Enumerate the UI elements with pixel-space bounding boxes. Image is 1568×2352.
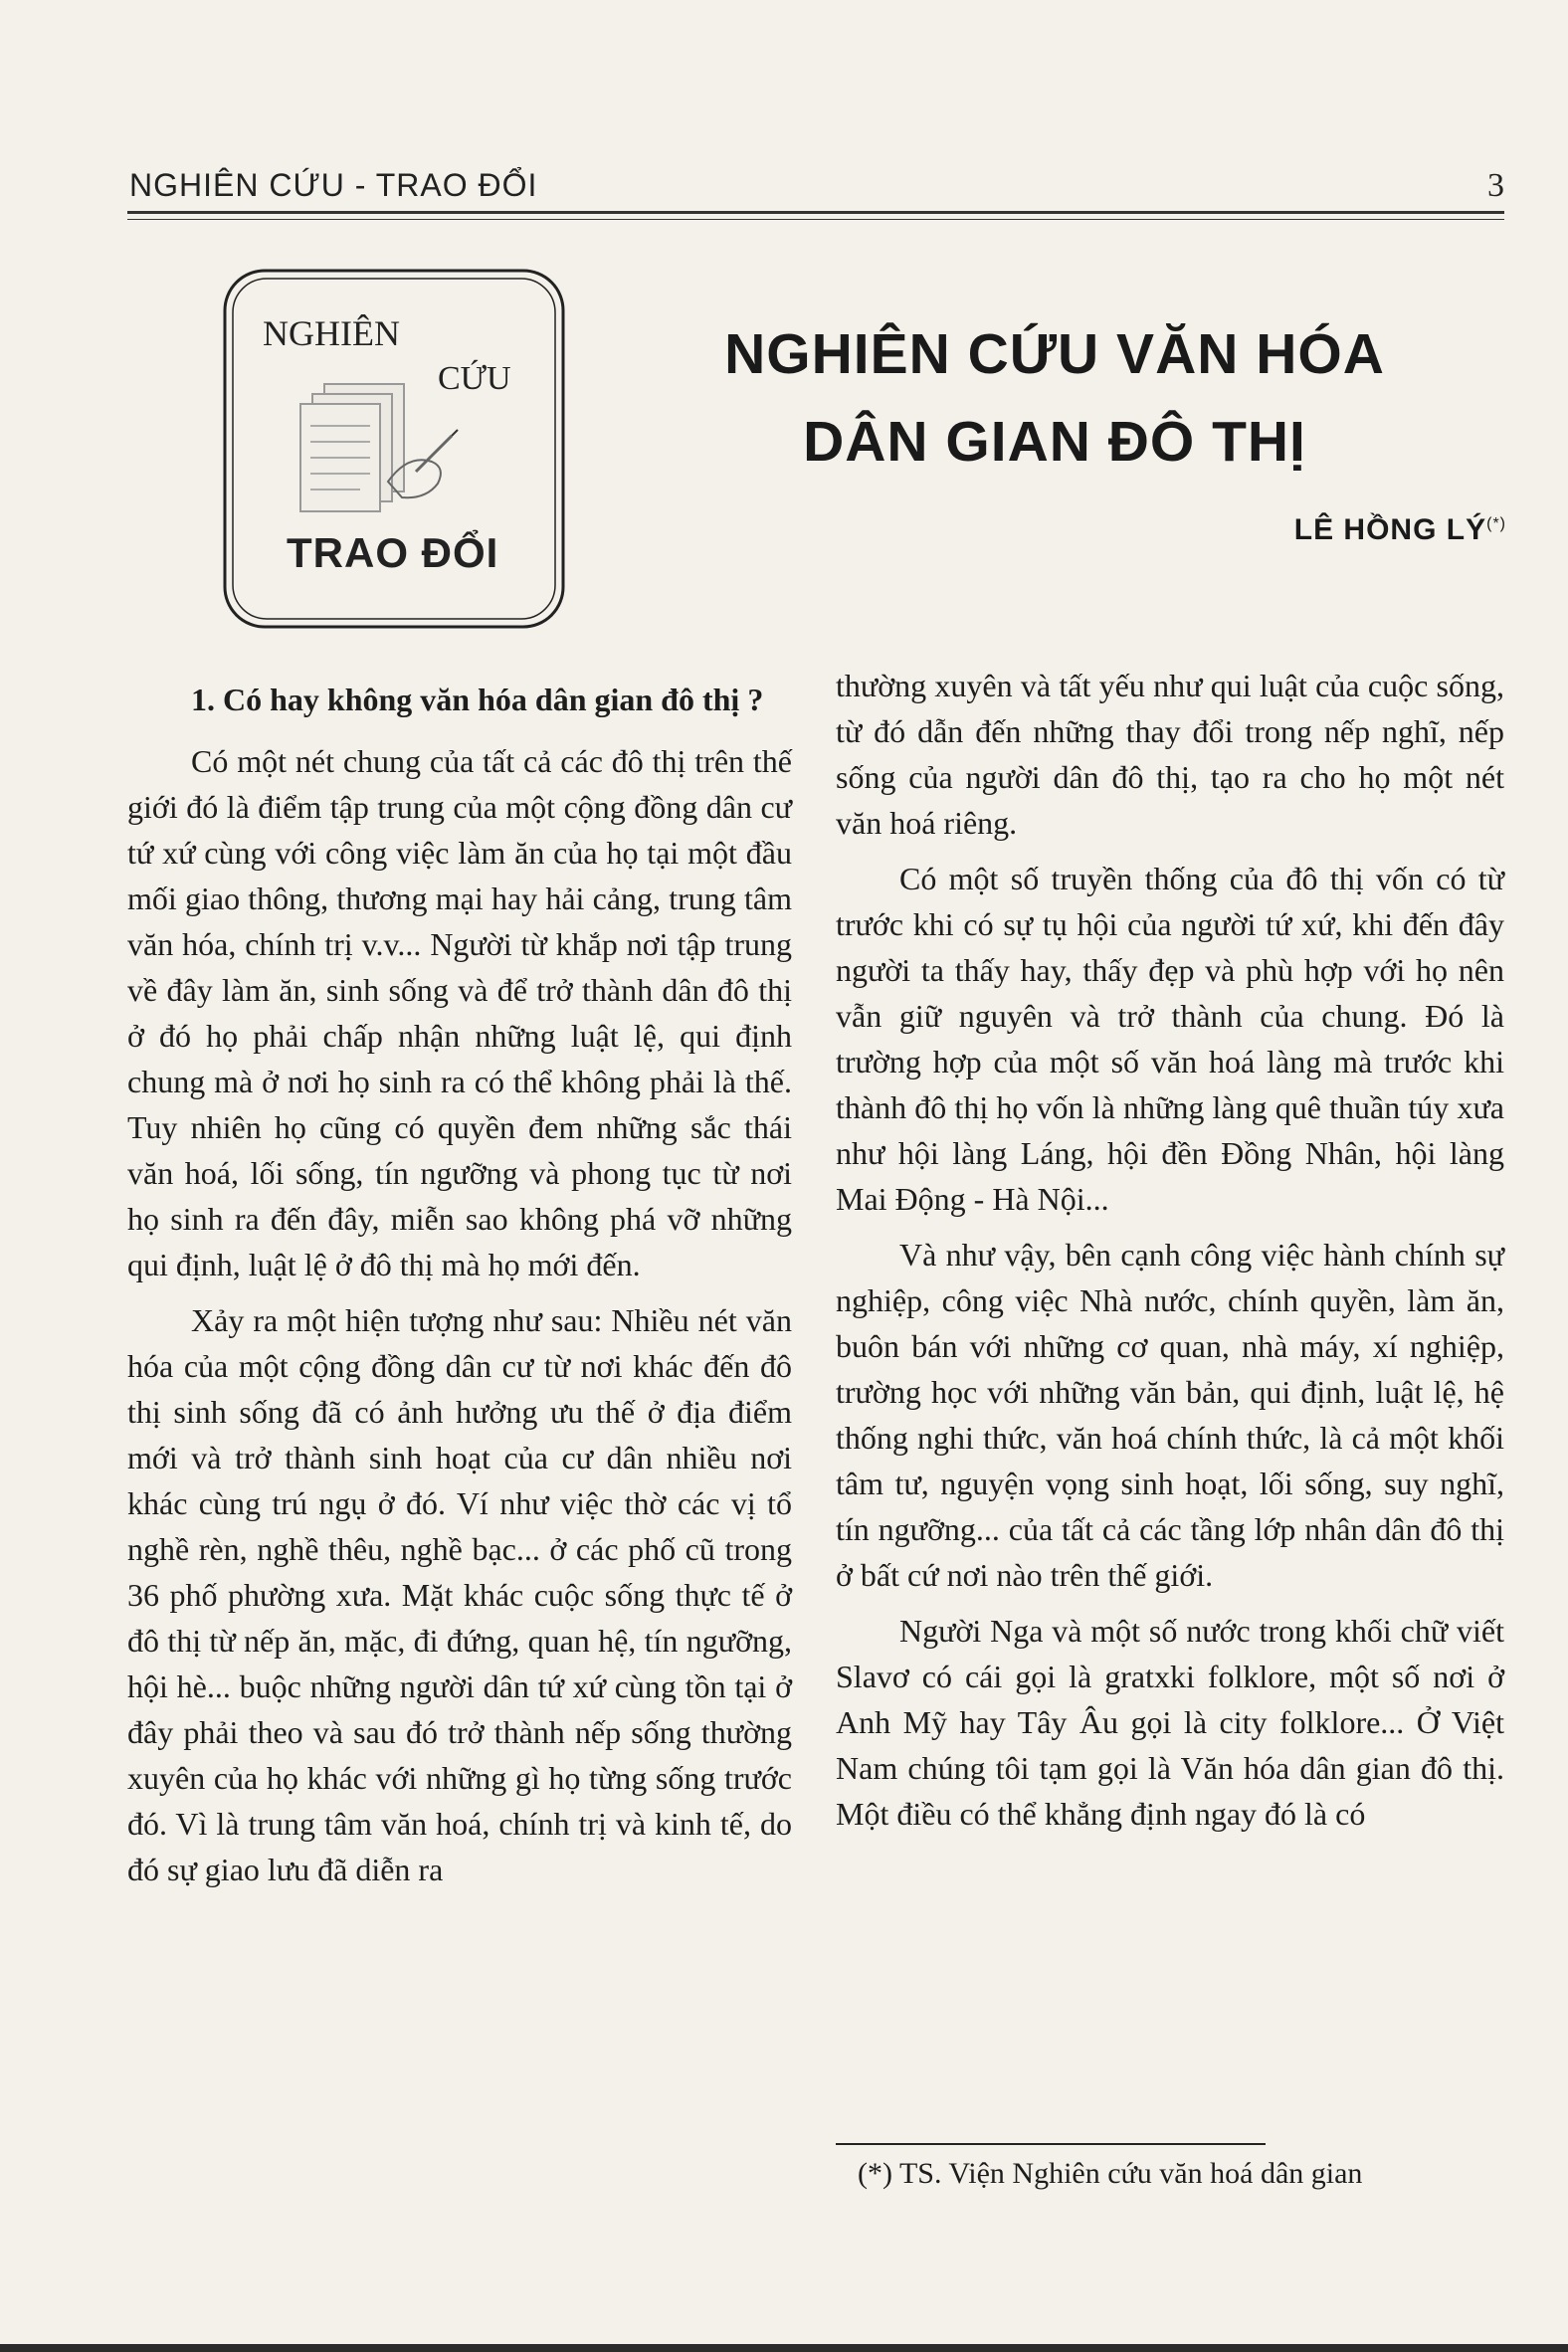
article-title-line-1: NGHIÊN CỨU VĂN HÓA — [724, 322, 1385, 386]
left-column — [127, 677, 792, 1902]
author-name: LÊ HỒNG LÝ — [1293, 513, 1487, 546]
right-paragraph-3: Người Nga và một số nước trong khối chữ viết Slavơ có cái gọi là gratxki folklore, một số nơi ở Anh Mỹ hay Tây Âu gọi là city folklore... Ở Việt Nam chúng tôi tạm gọi là Văn hóa dân gian đô thị. Một điều có thể khẳng định ngay đó là có — [836, 1613, 1504, 1832]
footnote: (*) TS. Viện Nghiên cứu văn hoá dân gian — [858, 2157, 1363, 2190]
scan-bottom-edge — [0, 2344, 1568, 2352]
logo-text-nghien: NGHIÊN — [263, 313, 400, 353]
article-title — [637, 310, 1472, 486]
logo-text-cuu: CỨU — [438, 360, 511, 397]
author-byline — [1294, 513, 1506, 547]
section-logo — [221, 267, 567, 631]
logo-text-trao-doi: TRAO ĐỔI — [287, 529, 499, 576]
running-header — [127, 167, 1504, 207]
left-paragraph-1: Có một nét chung của tất cả các đô thị trên thế giới đó là điểm tập trung của một cộng đồng dân cư tứ xứ cùng với công việc làm ăn của họ tại một đầu mối giao thông, thương mại hay hải cảng, trung tâm văn hóa, chính trị v.v... Người từ khắp nơi tập trung về đây làm ăn, sinh sống và để trở thành dân đô thị ở đó họ phải chấp nhận những luật lệ, qui định chung mà ở nơi họ sinh ra có thể không phải là thế. Tuy nhiên họ cũng có quyền đem những sắc thái văn hoá, lối sống, tín ngưỡng và phong tục từ nơi họ sinh ra đến đây, miễn sao không phá vỡ những qui định, luật lệ ở đô thị mà họ mới đến. — [127, 743, 792, 1282]
header-rule-thick — [127, 211, 1504, 214]
page-number: 3 — [1487, 167, 1504, 204]
right-paragraph-1: Có một số truyền thống của đô thị vốn có từ trước khi có sự tụ hội của người tứ xứ, khi đến đây người ta thấy hay, thấy đẹp và phù hợp với họ nên vẫn giữ nguyên và trở thành của chung. Đó là trường hợp của một số văn hoá làng mà trước khi thành đô thị họ vốn là những làng quê thuần túy xưa như hội làng Láng, hội đền Đồng Nhân, hội làng Mai Động - Hà Nội... — [836, 861, 1504, 1217]
article-title-line-2: DÂN GIAN ĐÔ THỊ — [803, 410, 1306, 474]
section-label: NGHIÊN CỨU - TRAO ĐỔI — [129, 167, 538, 203]
footnote-rule — [836, 2143, 1266, 2145]
header-rule-thin — [127, 219, 1504, 220]
left-paragraph-2: Xảy ra một hiện tượng như sau: Nhiều nét văn hóa của một cộng đồng dân cư từ nơi khác đến đô thị sinh sống đã có ảnh hưởng ưu thế ở địa điểm mới và trở thành sinh hoạt của cư dân nhiều nơi khác cùng trú ngụ ở đó. Ví như việc thờ các vị tổ nghề rèn, nghề thêu, nghề bạc... ở các phố cũ trong 36 phố phường xưa. Mặt khác cuộc sống thực tế ở đô thị từ nếp ăn, mặc, đi đứng, quan hệ, tín ngưỡng, hội hè... buộc những người dân tứ xứ cùng tồn tại ở đây phải theo và sau đó trở thành nếp sống thường xuyên của họ khác với những gì họ từng sống trước đó. Vì là trung tâm văn hoá, chính trị và kinh tế, do đó sự giao lưu đã diễn ra — [127, 1302, 792, 1887]
author-footnote-mark: (*) — [1486, 515, 1506, 532]
right-continuation: thường xuyên và tất yếu như qui luật của cuộc sống, từ đó dẫn đến những thay đổi trong nếp nghĩ, nếp sống của người dân đô thị, tạo ra cho họ một nét văn hoá riêng. — [836, 668, 1504, 841]
right-column — [836, 663, 1504, 1847]
section-heading: 1. Có hay không văn hóa dân gian đô thị ? — [191, 682, 764, 717]
right-paragraph-2: Và như vậy, bên cạnh công việc hành chính sự nghiệp, công việc Nhà nước, chính quyền, làm ăn, buôn bán với những cơ quan, nhà máy, xí nghiệp, trường học với những văn bản, qui định, luật lệ, hệ thống nghi thức, văn hoá chính thức, là cả một khối tâm tư, nguyện vọng sinh hoạt, lối sống, suy nghĩ, tín ngưỡng... của tất cả các tầng lớp nhân dân đô thị ở bất cứ nơi nào trên thế giới. — [836, 1237, 1504, 1593]
